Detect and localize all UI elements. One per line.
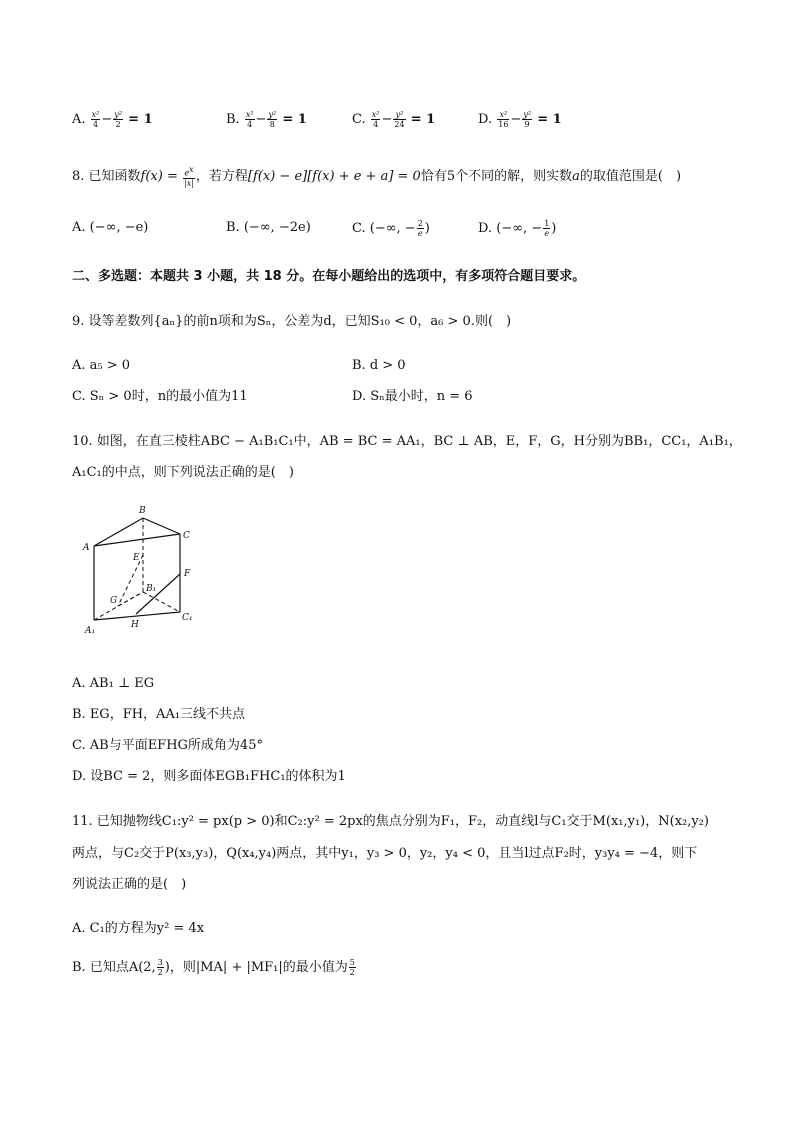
label-F: F	[184, 569, 191, 579]
q8-fraction: $\frac{e^x}{|x|}$	[184, 165, 194, 188]
label-C1: C₁	[182, 613, 193, 623]
label-B1: B₁	[146, 584, 157, 594]
label-H: H	[131, 620, 139, 630]
label-A: A	[83, 543, 90, 553]
q7-option-c: C. $\frac{\text{x²}}{4}$ − $\frac{\text{y²}}{24}$ = 1	[352, 110, 436, 129]
q8-option-b: B. (−∞, −2e)	[226, 220, 311, 235]
label-A1: A₁	[85, 626, 96, 636]
option-label: C.	[352, 112, 366, 127]
q10-option-d: D. 设BC = 2，则多面体EGB₁FHC₁的体积为1	[72, 769, 346, 784]
q10-stem-line1: 10. 如图，在直三棱柱ABC − A₁B₁C₁中，AB = BC = AA₁，BC ⊥ AB，E，F，G，H分别为BB₁，CC₁，A₁B₁，	[72, 434, 742, 449]
prism-figure	[80, 502, 210, 642]
q8-option-d: D. (−∞, − $\frac{1}{e}$ )	[478, 219, 557, 238]
q9-option-d: D. Sₙ最小时，n = 6	[352, 389, 473, 404]
q9-option-b: B. d > 0	[352, 358, 406, 373]
q9-option-a: A. a₅ > 0	[72, 358, 131, 373]
q10-option-b: B. EG，FH，AA₁三线不共点	[72, 707, 246, 722]
q11-stem-line3: 列说法正确的是( )	[72, 877, 187, 892]
option-label: A.	[72, 112, 86, 127]
label-B: B	[139, 506, 146, 516]
q7-option-a: A. $\frac{\text{x²}}{4}$ − $\frac{\text{y²}}{2}$ = 1	[72, 110, 153, 129]
label-E: E	[133, 553, 140, 563]
q11-option-a: A. C₁的方程为y² = 4x	[72, 921, 205, 936]
q7-option-d: D. $\frac{\text{x²}}{16}$ − $\frac{\text{y²}}{9}$ = 1	[478, 110, 562, 129]
q7-option-b: B. $\frac{\text{x²}}{4}$ − $\frac{\text{y²}}{8}$ = 1	[226, 110, 307, 129]
q10-stem-line2: A₁C₁的中点，则下列说法正确的是( )	[72, 465, 294, 480]
option-label: B.	[226, 112, 240, 127]
q8-option-c: C. (−∞, − $\frac{2}{e}$ )	[352, 219, 430, 238]
option-label: D.	[478, 112, 493, 127]
q11-option-b: B. 已知点A(2, $\frac{3}{2}$ )，则|MA| + |MF₁|的最小值为 $\frac{5}{2}$	[72, 958, 355, 977]
q9-option-c: C. Sₙ > 0时，n的最小值为11	[72, 389, 248, 404]
q9-stem: 9. 设等差数列{aₙ}的前n项和为Sₙ，公差为d，已知S₁₀ < 0，a₆ > 0.则( )	[72, 314, 512, 329]
equals-one: = 1	[128, 112, 153, 127]
q8-stem: 8. 已知函数f(x) = $\frac{e^x}{|x|}$ ，若方程[f(x) − e][f(x) + e + a] = 0恰有5个不同的解，则实数a的取值范围是( )	[72, 165, 682, 188]
q10-option-a: A. AB₁ ⊥ EG	[72, 676, 155, 691]
q11-stem-line1: 11. 已知抛物线C₁:y² = px(p > 0)和C₂:y² = 2px的焦点分别为F₁，F₂，动直线l与C₁交于M(x₁,y₁)，N(x₂,y₂)	[72, 814, 709, 829]
label-C: C	[183, 531, 190, 541]
q8-option-a: A. (−∞, −e)	[72, 220, 149, 235]
label-G: G	[110, 596, 118, 606]
section-heading: 二、多选题：本题共 3 小题，共 18 分。在每小题给出的选项中，有多项符合题目要求。	[72, 269, 586, 284]
q10-option-c: C. AB与平面EFHG所成角为45°	[72, 738, 263, 753]
q11-stem-line2: 两点，与C₂交于P(x₃,y₃)，Q(x₄,y₄)两点，其中y₁，y₃ > 0，y₂，y₄ < 0，且当l过点F₂时，y₃y₄ = −4，则下	[72, 846, 698, 861]
